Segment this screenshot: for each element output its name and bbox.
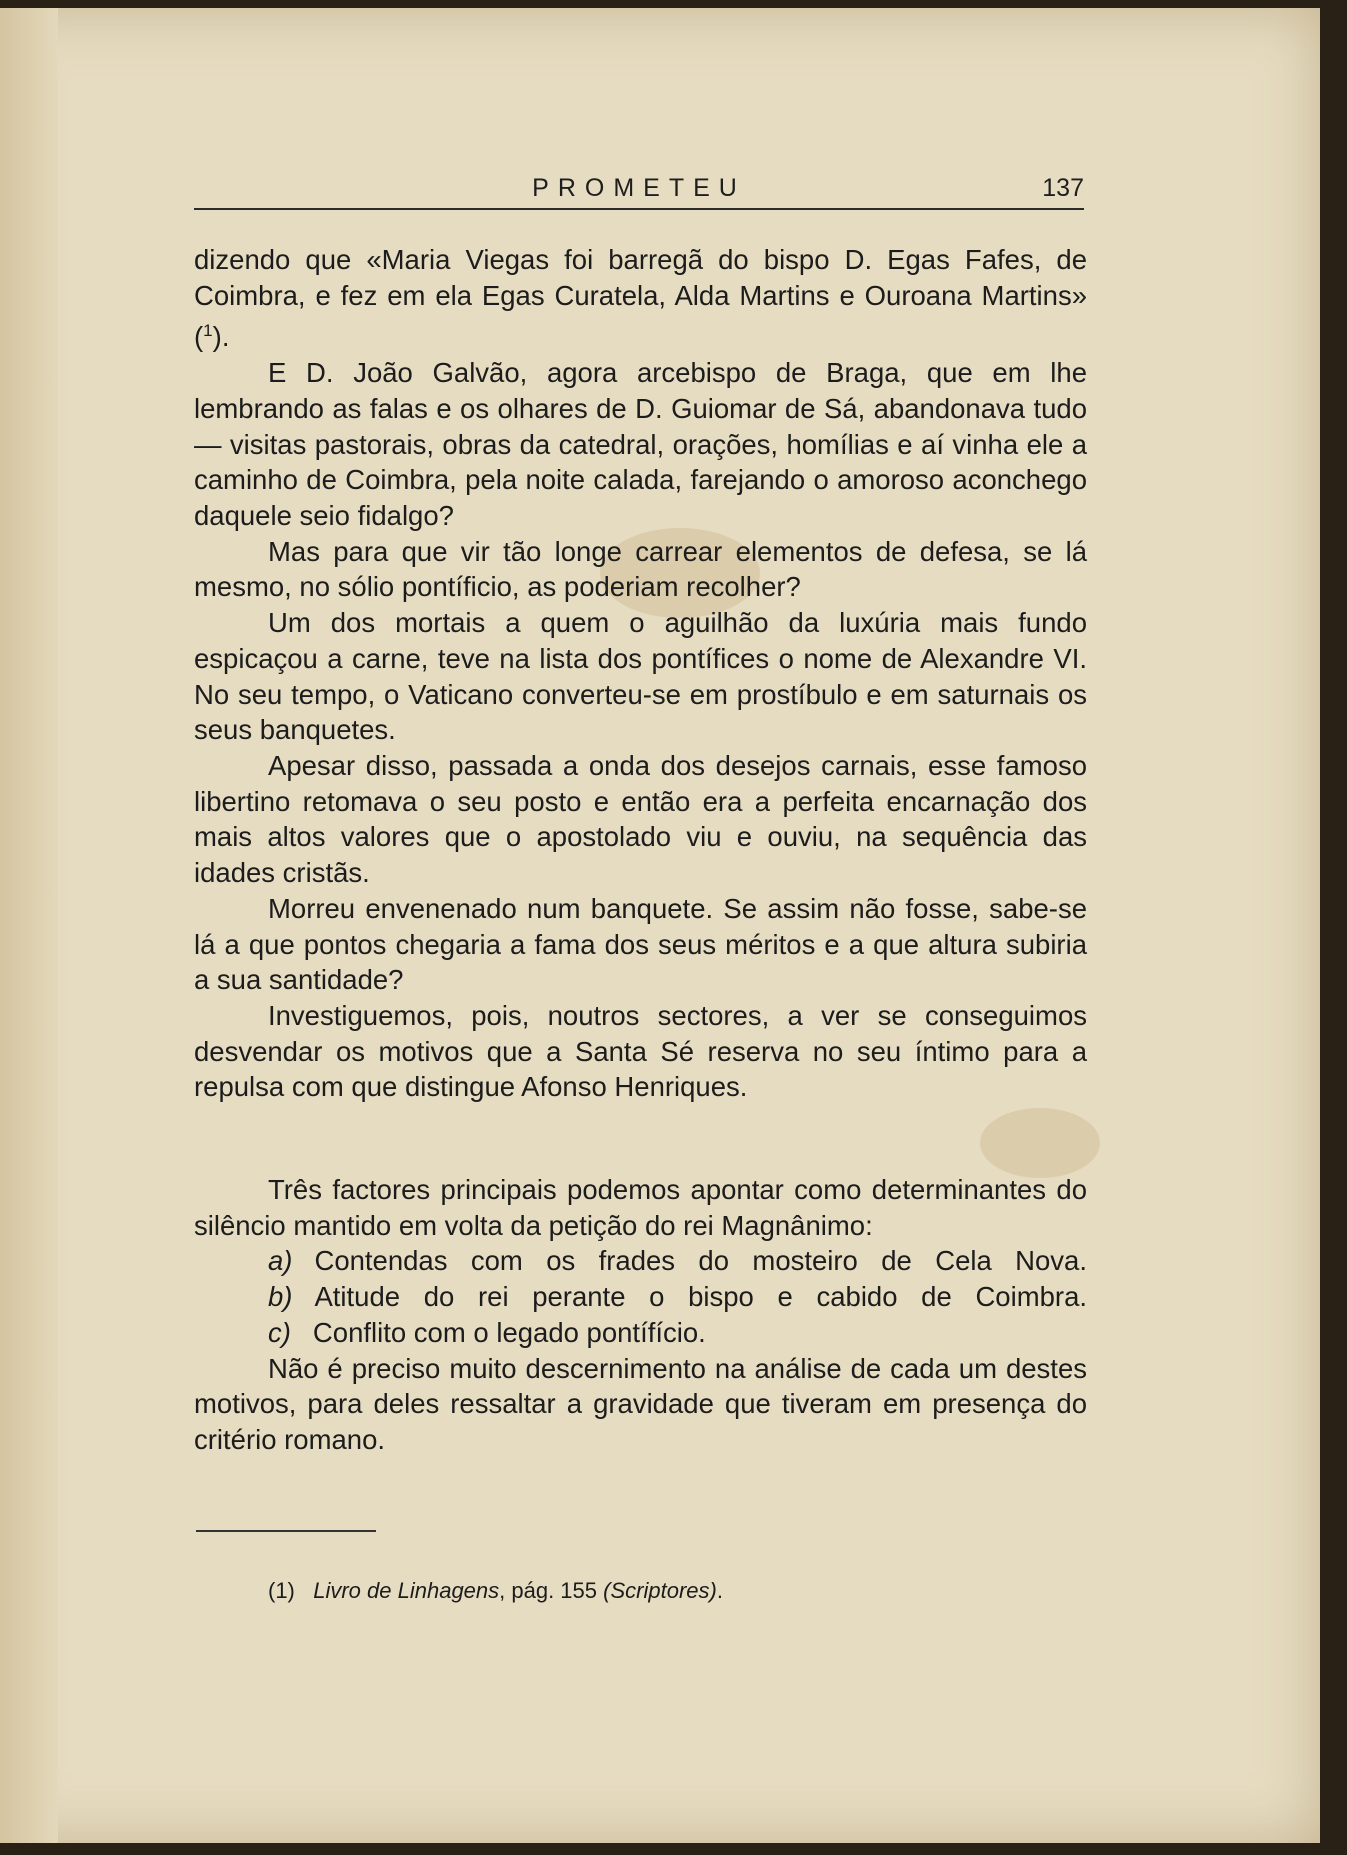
list-marker: a) bbox=[268, 1245, 293, 1277]
paragraph: Um dos mortais a quem o aguilhão da luxúria mais fundo espicaçou a carne, teve na lista dos pontífices o nome de Alexandre VI. No seu tempo, o Vaticano converteu-se em prostíbulo e em saturnais os seus banquetes. bbox=[194, 607, 1087, 746]
list-marker: b) bbox=[268, 1281, 293, 1313]
paragraph: Três factores principais podemos apontar como determinantes do silêncio mantido em volta da petição do rei Magnânimo: bbox=[194, 1174, 1087, 1241]
paragraph bbox=[194, 242, 1087, 355]
page-gutter bbox=[0, 8, 58, 1843]
paragraph-text: dizendo que «Maria Viegas foi barregã do bispo D. Egas Fafes, de Coimbra, e fez em ela Egas Curatela, Alda Martins e Ouroana Martins» ( bbox=[194, 244, 1087, 353]
paper-stain bbox=[980, 1108, 1100, 1178]
body-text bbox=[194, 242, 1087, 1105]
paragraph: E D. João Galvão, agora arcebispo de Braga, que em lhe lembrando as falas e os olhares de D. Guiomar de Sá, abandonava tudo — visitas pastorais, obras da catedral, orações, homílias e aí vinha ele a caminho de Coimbra, pela noite calada, farejando o amoroso aconchego daquele seio fidalgo? bbox=[194, 357, 1087, 532]
page-header bbox=[194, 170, 1084, 210]
footnote-page: , pág. 155 bbox=[499, 1578, 604, 1603]
page-number: 137 bbox=[1042, 174, 1084, 202]
footnote-title: Livro de Linhagens bbox=[313, 1578, 500, 1603]
paragraph-text: ). bbox=[212, 321, 230, 353]
footnote-source: (Scriptores) bbox=[603, 1578, 717, 1603]
list-item-text: Atitude do rei perante o bispo e cabido de Coimbra. bbox=[314, 1281, 1087, 1313]
section-text bbox=[194, 1172, 1087, 1458]
list-marker: c) bbox=[268, 1316, 291, 1348]
paragraph: Investiguemos, pois, noutros sectores, a ver se conseguimos desvendar os motivos que a Santa Sé reserva no seu íntimo para a repulsa com que distingue Afonso Henriques. bbox=[194, 999, 1087, 1103]
list-item bbox=[194, 1279, 1087, 1315]
list-item bbox=[194, 1315, 1087, 1351]
footnote-rule bbox=[196, 1530, 376, 1532]
list-item-text: Conflito com o legado pontífício. bbox=[312, 1316, 706, 1348]
list-item bbox=[194, 1243, 1087, 1279]
paragraph: Não é preciso muito descernimento na análise de cada um destes motivos, para deles ressaltar a gravidade que tiveram em presença do critério romano. bbox=[194, 1352, 1087, 1455]
paragraph: Mas para que vir tão longe carrear elementos de defesa, se lá mesmo, no sólio pontíficio, as poderiam recolher? bbox=[194, 535, 1087, 603]
footnote bbox=[268, 1578, 723, 1604]
footnote-ref: 1 bbox=[203, 321, 213, 341]
book-page bbox=[0, 8, 1320, 1843]
footnote-marker: (1) bbox=[268, 1578, 295, 1603]
footnote-tail: . bbox=[716, 1578, 723, 1603]
running-title: PROMETEU bbox=[532, 174, 746, 202]
list-item-text: Contendas com os frades do mosteiro de Cela Nova. bbox=[314, 1245, 1087, 1277]
paragraph: Morreu envenenado num banquete. Se assim não fosse, sabe-se lá a que pontos chegaria a fama dos seus méritos e a que altura subiria a sua santidade? bbox=[194, 892, 1087, 996]
paragraph: Apesar disso, passada a onda dos desejos carnais, esse famoso libertino retomava o seu posto e então era a perfeita encarnação dos mais altos valores que o apostolado viu e ouviu, na sequência das idades cristãs. bbox=[194, 750, 1087, 889]
